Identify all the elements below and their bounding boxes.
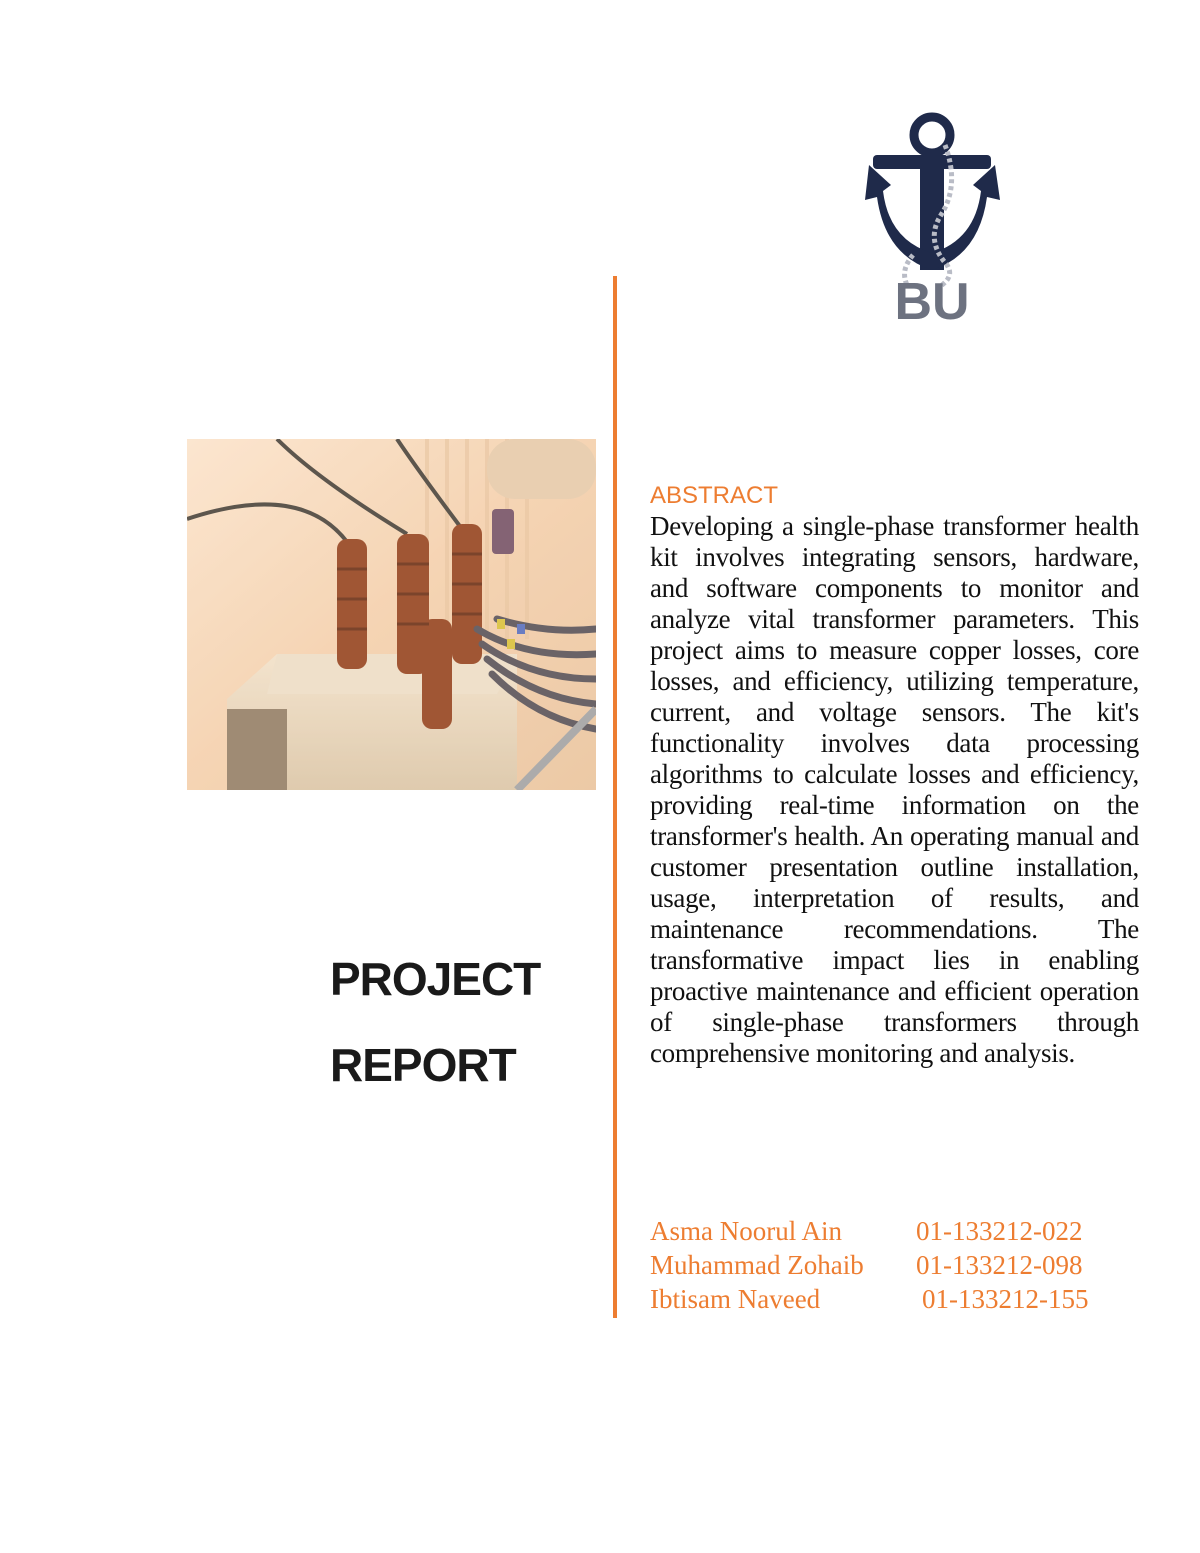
anchor-icon: [855, 105, 1010, 330]
author-id: 01-133212-022: [916, 1216, 1083, 1246]
author-name: Muhammad Zohaib: [650, 1250, 864, 1280]
author-name: Ibtisam Naveed: [650, 1284, 821, 1314]
author-row: [650, 1214, 1130, 1248]
report-title-line2: REPORT: [330, 1039, 516, 1091]
vertical-divider: [613, 276, 617, 1318]
abstract-heading: ABSTRACT: [650, 482, 779, 509]
author-name: Asma Noorul Ain: [650, 1216, 842, 1246]
author-id: 01-133212-155: [922, 1284, 1089, 1314]
author-id: 01-133212-098: [916, 1250, 1083, 1280]
university-logo: [855, 105, 1010, 330]
transformer-photo: [187, 439, 596, 790]
report-title-line1: PROJECT: [330, 953, 541, 1005]
logo-text: BU: [894, 273, 970, 330]
author-row: [650, 1248, 1130, 1282]
author-list: [650, 1214, 1130, 1316]
author-row: [650, 1282, 1130, 1316]
abstract-body: Developing a single-phase transformer health kit involves integrating sensors, hardware, and software components to monitor and analyze vital transformer parameters. This project aims to measure copper losses, core losses, and efficiency, utilizing temperature, current, and voltage sensors. The kit's functionality involves data processing algorithms to calculate losses and efficiency, providing real-time information on the transformer's health. An operating manual and customer presentation outline installation, usage, interpretation of results, and maintenance recommendations. The transformative impact lies in enabling proactive maintenance and efficient operation of single-phase transformers through comprehensive monitoring and analysis.: [650, 511, 1139, 1068]
